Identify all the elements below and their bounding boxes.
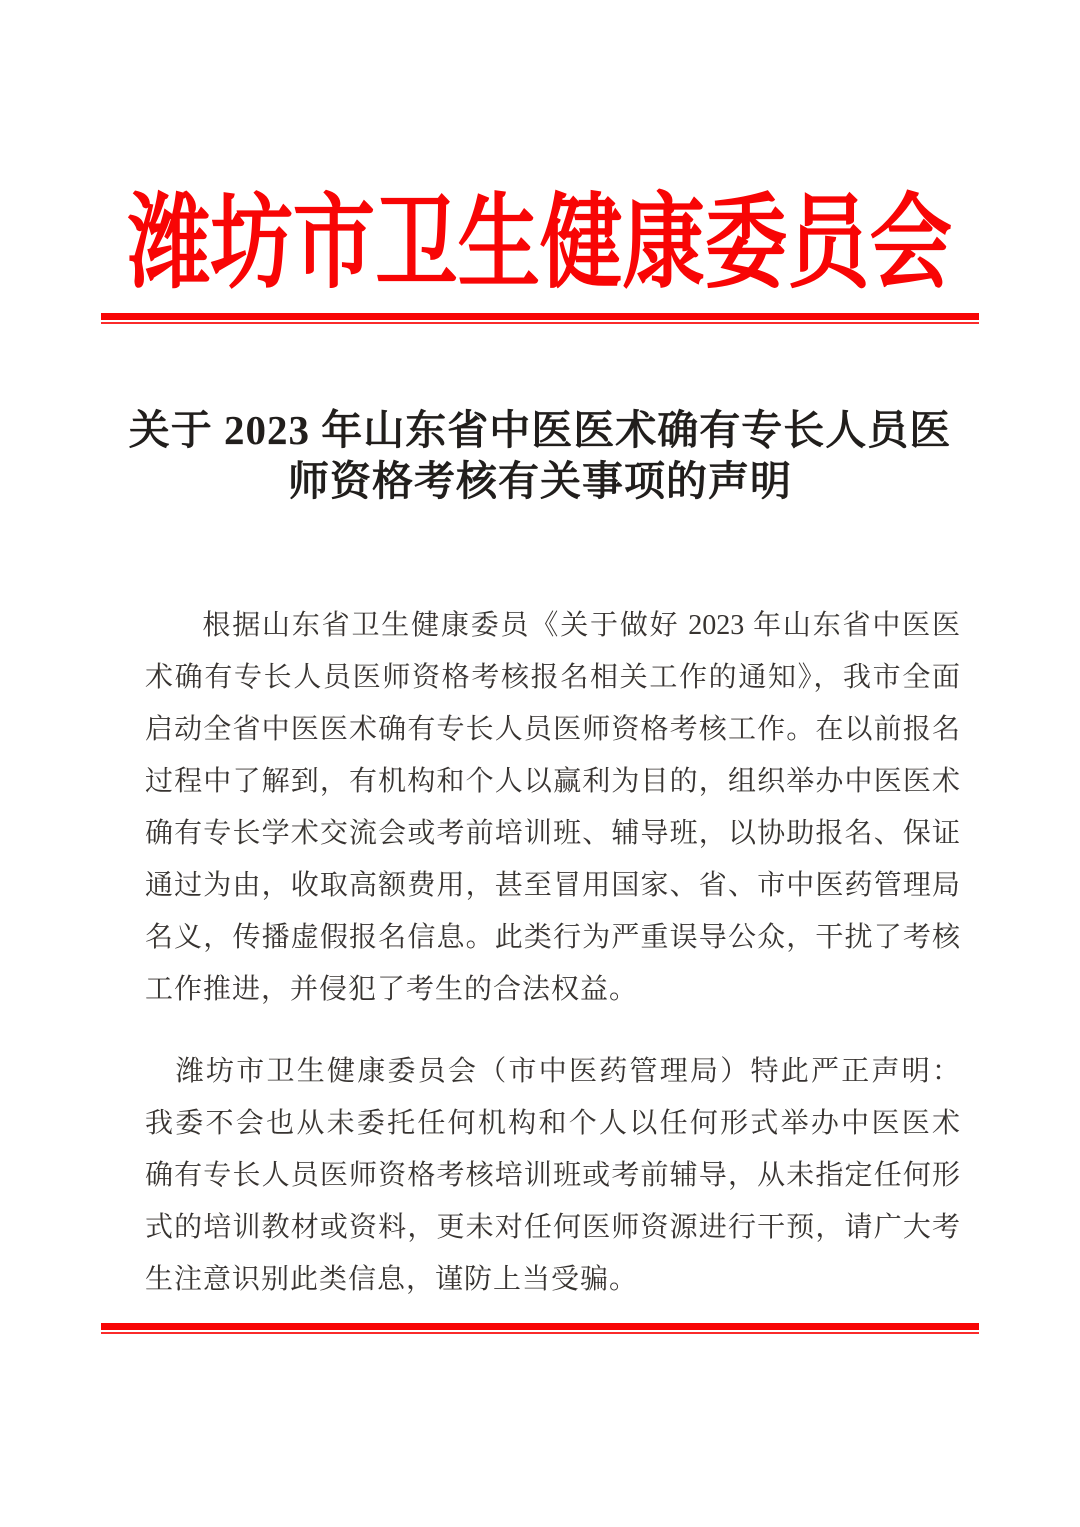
header-divider-thin-line: [101, 322, 979, 324]
document-title-line: 关于 2023 年山东省中医医术确有专长人员医: [128, 407, 952, 453]
footer-divider-rule: [101, 1323, 979, 1334]
body-line: 过程中了解到，有机构和个人以赢利为目的，组织举办中医医术: [145, 766, 960, 797]
body-line: 潍坊市卫生健康委员会（市中医药管理局）特此严正声明：: [175, 1056, 960, 1087]
body-line: 术确有专长人员医师资格考核报名相关工作的通知》，我市全面: [145, 662, 960, 693]
footer-divider-thin-line: [101, 1332, 979, 1334]
header-divider-thick-line: [101, 313, 979, 320]
document-title: [0, 405, 1080, 507]
body-line: 名义，传播虚假报名信息。此类行为严重误导公众，干扰了考核: [145, 922, 960, 953]
paragraph-2: [145, 1046, 960, 1306]
body-line: 生注意识别此类信息，谨防上当受骗。: [145, 1264, 639, 1295]
footer-divider-thick-line: [101, 1323, 979, 1330]
body-line: 启动全省中医医术确有专长人员医师资格考核工作。在以前报名: [145, 714, 960, 745]
header-divider-rule: [101, 313, 979, 324]
body-line: 工作推进，并侵犯了考生的合法权益。: [145, 974, 639, 1005]
agency-header-title: 潍坊市卫生健康委员会: [128, 187, 952, 301]
body-line: 确有专长人员医师资格考核培训班或考前辅导，从未指定任何形: [145, 1160, 960, 1191]
body-line: 确有专长学术交流会或考前培训班、辅导班，以协助报名、保证: [145, 818, 960, 849]
paragraph-1: [145, 600, 960, 1016]
body-line: 根据山东省卫生健康委员《关于做好 2023 年山东省中医医: [202, 610, 960, 641]
body-line: 通过为由，收取高额费用，甚至冒用国家、省、市中医药管理局: [145, 870, 960, 901]
document-body: [145, 600, 960, 1306]
document-title-line: 师资格考核有关事项的声明: [288, 458, 792, 504]
body-line: 式的培训教材或资料，更未对任何医师资源进行干预，请广大考: [145, 1212, 960, 1243]
body-line: 我委不会也从未委托任何机构和个人以任何形式举办中医医术: [145, 1108, 960, 1139]
